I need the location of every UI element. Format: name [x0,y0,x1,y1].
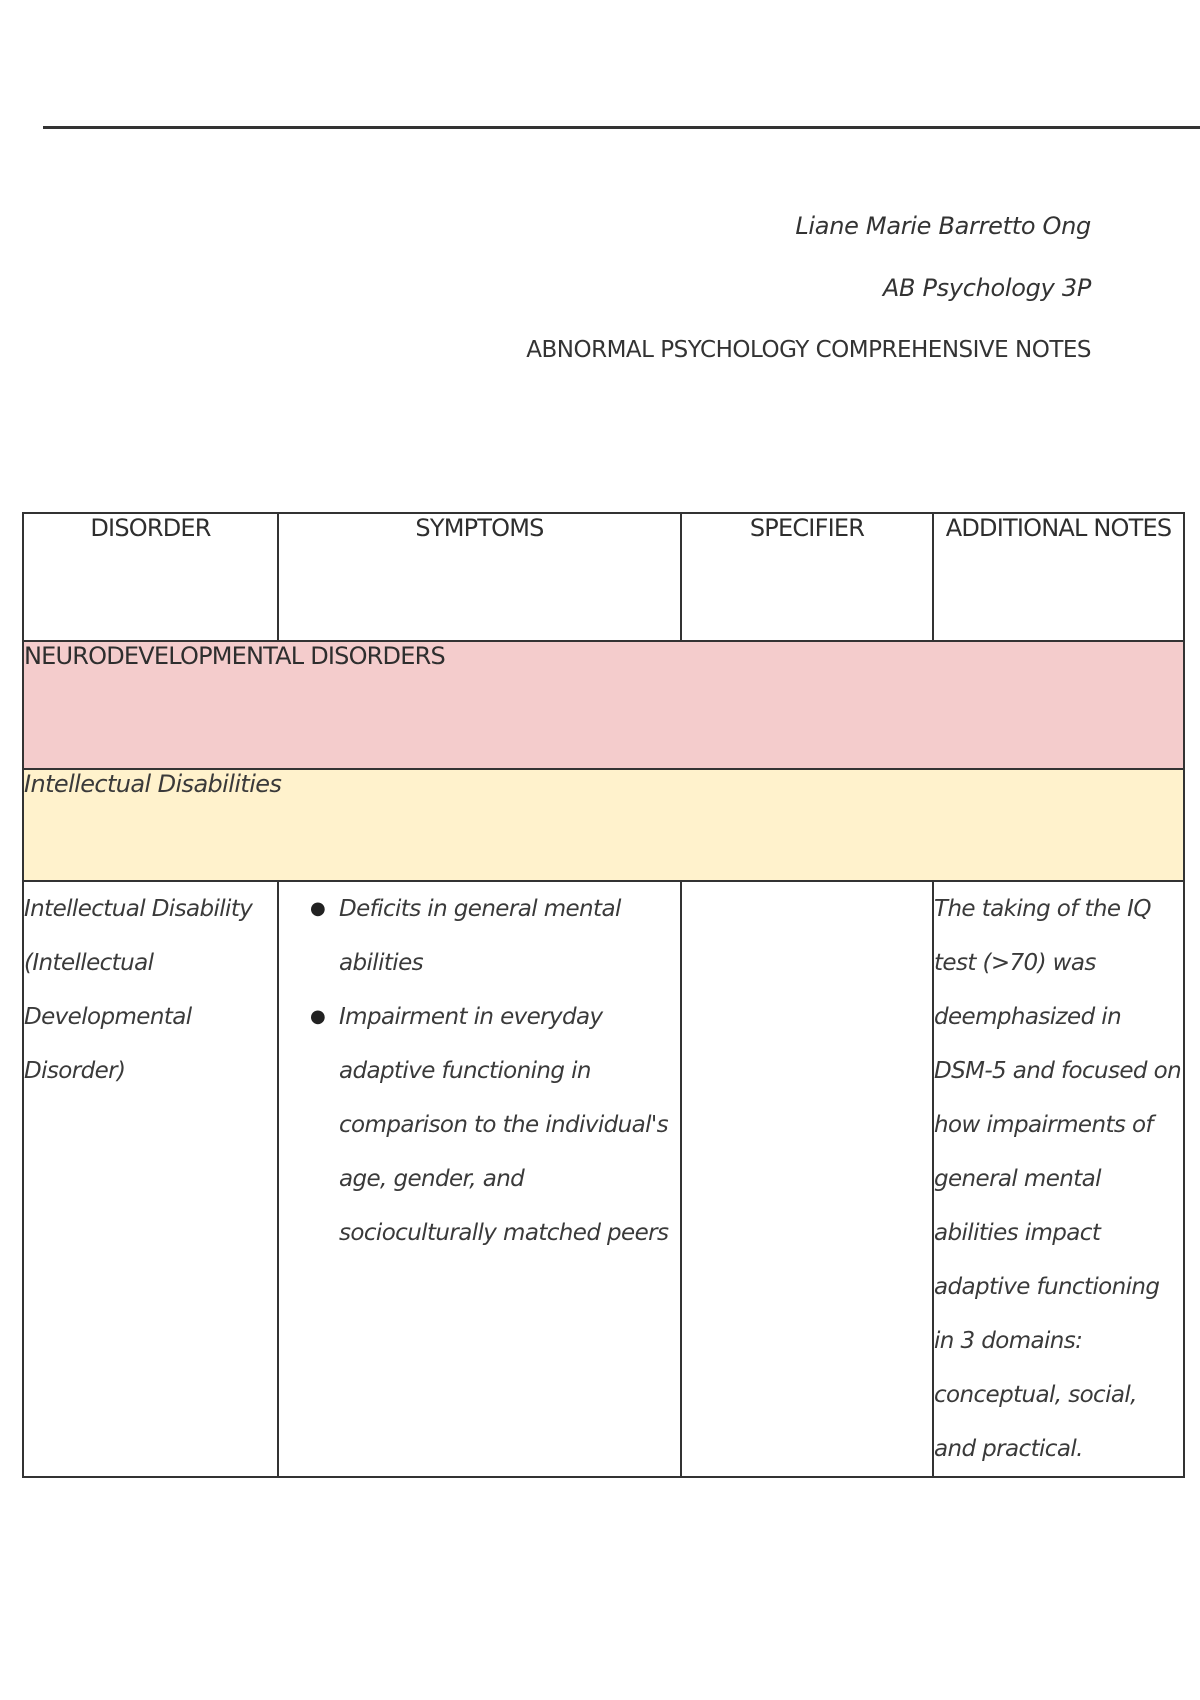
disorder-cell: Intellectual Disability (Intellectual Developmental Disorder) [23,881,278,1477]
table-row [23,881,1184,1477]
table-header-row [23,513,1184,641]
column-header-specifier: SPECIFIER [681,513,933,641]
bullet-icon: ● [310,1006,326,1027]
list-item [310,882,680,990]
category-row [23,641,1184,769]
column-header-additional-notes: ADDITIONAL NOTES [933,513,1184,641]
symptoms-cell [278,881,681,1477]
document-header [526,206,1091,392]
bullet-icon: ● [310,898,326,919]
top-divider-line [43,126,1200,129]
specifier-cell [681,881,933,1477]
column-header-symptoms: SYMPTOMS [278,513,681,641]
symptom-text: Deficits in general mental abilities [339,896,621,976]
column-header-disorder: DISORDER [23,513,278,641]
document-title: ABNORMAL PSYCHOLOGY COMPREHENSIVE NOTES [526,337,1091,363]
symptoms-list [279,882,680,1260]
list-item [310,990,680,1260]
subcategory-label: Intellectual Disabilities [23,769,1184,881]
disorders-table [22,512,1185,1478]
subcategory-row [23,769,1184,881]
course-name: AB Psychology 3P [882,274,1091,302]
additional-notes-cell: The taking of the IQ test (>70) was deemphasized in DSM-5 and focused on how impairments of general mental abilities impact adaptive functioning in 3 domains: conceptual, social, and practical. [933,881,1184,1477]
author-name: Liane Marie Barretto Ong [795,212,1091,240]
symptom-text: Impairment in everyday adaptive functioning in comparison to the individual's age, gender, and socioculturally matched peers [339,1004,669,1246]
category-label: NEURODEVELOPMENTAL DISORDERS [23,641,1184,769]
